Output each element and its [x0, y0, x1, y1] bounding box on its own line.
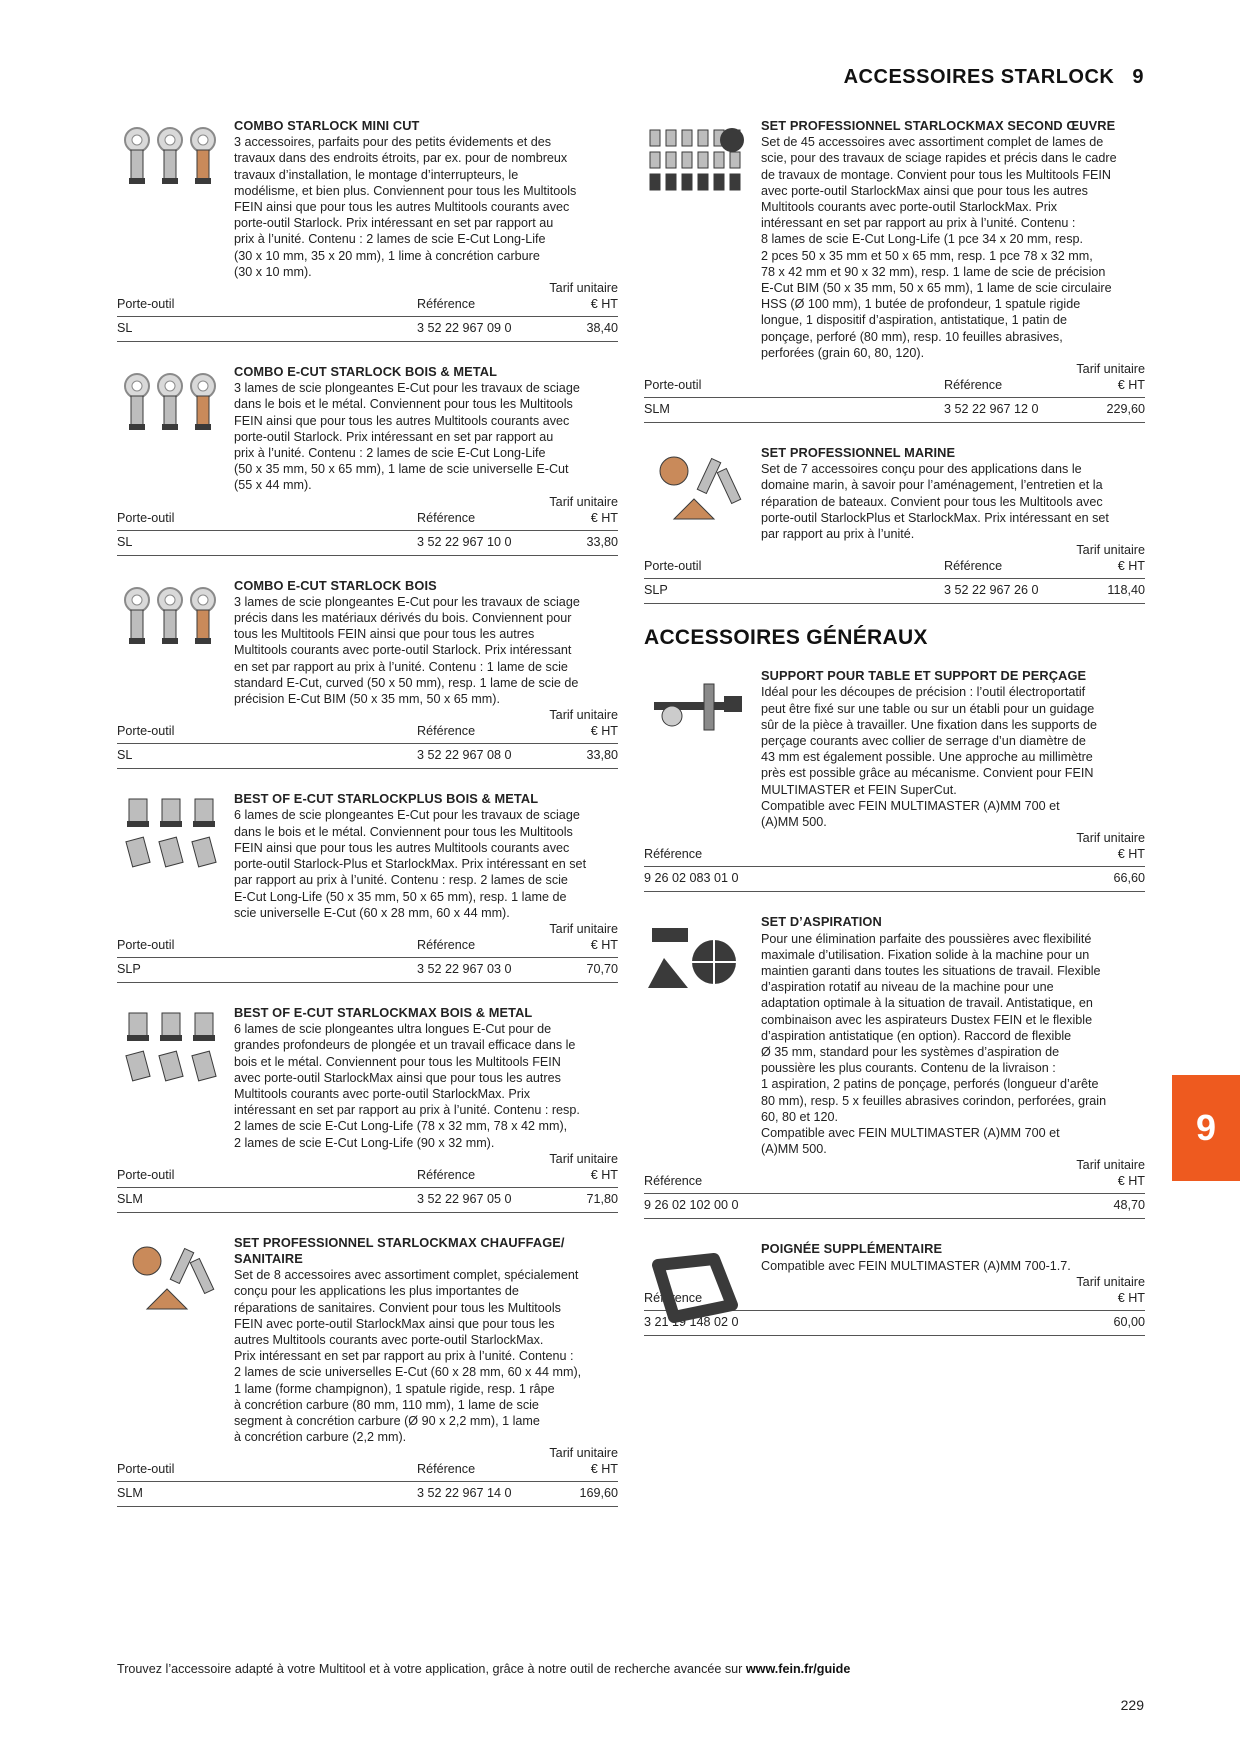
reference-value: 3 52 22 967 03 0 — [417, 961, 512, 976]
product-description: 6 lames de scie plongeantes ultra longues E-Cut pour de grandes profondeurs de plongée et un travail efficace dans le bois et le métal. Conviennent pour tous les Multitools FEIN avec porte-outil StarlockMax ainsi que pour tous les autres Multitools courants avec porte-outil StarlockMax. Prix intéressant en set par rapport au prix à l’unité. Contenu : resp. 2 lames de scie E-Cut Long-Life (78 x 32 mm, 78 x 42 mm), 2 lames de scie E-Cut Long-Life (90 x 32 mm). — [234, 1022, 580, 1150]
reference-header: Référence — [417, 297, 476, 312]
reference-header: Référence — [644, 1174, 703, 1189]
product-block — [117, 364, 618, 556]
table-header-row — [117, 1461, 618, 1482]
product-block — [117, 118, 618, 342]
reference-header: Référence — [417, 1167, 476, 1182]
reference-header: Référence — [944, 378, 1003, 393]
table-row — [117, 744, 618, 769]
product-block — [644, 118, 1145, 423]
product-description: Pour une élimination parfaite des poussières avec flexibilité maximale d’utilisation. Fixation solide à la machine pour un maintien garanti dans toutes les situations de travail. Flexible d’aspiration rotatif au niveau de la machine pour une adaptation optimale à la situation de travail. Antistatique, en combinaison avec les aspirateurs Dustex FEIN et le flexible d’aspiration antistatique (en option). Raccord de flexible Ø 35 mm, standard pour les systèmes d’aspiration de poussière les plus courants. Contenu de la livraison : 1 aspiration, 2 patins de ponçage, perforés (longueur d’arête 80 mm), resp. 5 x feuilles abrasives corindon, perforées, grain 60, 80 et 120. Compatible avec FEIN MULTIMASTER (A)MM 700 et (A)MM 500. — [761, 931, 1107, 1157]
price-table — [117, 1445, 618, 1507]
price-value: 229,60 — [1106, 402, 1145, 417]
product-image — [644, 122, 750, 200]
product-block — [117, 1235, 618, 1508]
reference-header: Référence — [417, 1462, 476, 1477]
footer-text: Trouvez l’accessoire adapté à votre Multitool et à votre application, grâce à notre outil de recherche avancée sur — [117, 1662, 746, 1676]
holder-header: Porte-outil — [644, 559, 702, 574]
price-value: 169,60 — [579, 1486, 618, 1501]
price-header: € HT — [1117, 378, 1145, 393]
holder-header: Porte-outil — [117, 297, 175, 312]
product-description: Idéal pour les découpes de précision : l’outil électroportatif peut être fixé sur une table ou sur un établi pour un guidage sûr de la pièce à travailler. Une fixation dans les supports de perçage courants avec collier de serrage d’un diamètre de 43 mm est également possible. Une approche au millimètre près est possible grâce au mécanisme. Convient pour FEIN MULTIMASTER et FEIN SuperCut. Compatible avec FEIN MULTIMASTER (A)MM 700 et (A)MM 500. — [761, 685, 1098, 830]
product-description: 3 accessoires, parfaits pour des petits évidements et des travaux dans des endroits étroits, par ex. pour de nombreux travaux d’installation, le montage d’interrupteurs, le modélisme, et bien plus. Conviennent pour tous les Multitools FEIN ainsi que pour tous les autres Multitools courants avec porte-outil Starlock. Prix intéressant en set par rapport au prix à l’unité. Contenu : 2 lames de scie E-Cut Long-Life (30 x 10 mm, 35 x 20 mm), 1 lime à concrétion carbure (30 x 10 mm). — [234, 135, 577, 279]
header-title: ACCESSOIRES STARLOCK — [843, 66, 1115, 88]
reference-value: 3 52 22 967 05 0 — [417, 1191, 512, 1206]
price-table — [117, 494, 618, 556]
holder-header: Porte-outil — [117, 937, 175, 952]
price-table — [644, 830, 1145, 892]
footer-note — [117, 1662, 850, 1676]
table-header-row — [644, 558, 1145, 579]
price-value: 71,80 — [586, 1191, 618, 1206]
reference-header: Référence — [944, 559, 1003, 574]
price-header: € HT — [590, 937, 618, 952]
price-header: € HT — [590, 1167, 618, 1182]
product-image — [644, 672, 750, 750]
product-image — [117, 122, 223, 200]
holder-value: SL — [117, 321, 133, 336]
product-image — [117, 582, 223, 660]
price-header: € HT — [590, 510, 618, 525]
price-table — [117, 921, 618, 983]
reference-value: 3 52 22 967 10 0 — [417, 534, 512, 549]
price-value: 38,40 — [586, 321, 618, 336]
product-image — [117, 1009, 223, 1087]
table-header-row — [644, 846, 1145, 867]
price-table — [117, 1151, 618, 1213]
product-block — [644, 445, 1145, 604]
product-image — [644, 1245, 750, 1323]
holder-value: SLM — [117, 1191, 143, 1206]
tarif-label: Tarif unitaire — [549, 1446, 618, 1461]
holder-header: Porte-outil — [117, 1167, 175, 1182]
reference-header: Référence — [644, 1290, 703, 1305]
table-row — [644, 398, 1145, 423]
reference-value: 3 52 22 967 14 0 — [417, 1486, 512, 1501]
product-block — [644, 668, 1145, 892]
price-header: € HT — [1117, 847, 1145, 862]
reference-header: Référence — [644, 847, 703, 862]
tarif-label: Tarif unitaire — [1076, 362, 1145, 377]
tarif-label: Tarif unitaire — [1076, 1158, 1145, 1173]
table-header-row — [117, 1167, 618, 1188]
right-column — [644, 118, 1145, 1358]
holder-value: SLP — [644, 583, 668, 598]
product-image — [117, 1239, 223, 1317]
product-title: SUPPORT POUR TABLE ET SUPPORT DE PERÇAGE — [761, 668, 1087, 684]
holder-value: SL — [117, 534, 133, 549]
product-description: 3 lames de scie plongeantes E-Cut pour les travaux de sciage précis dans les matériaux dérivés du bois. Conviennent pour tous les Multitools FEIN ainsi que pour tous les autres Multitools courants avec porte-outil Starlock. Prix intéressant en set par rapport au prix à l’unité. Contenu : 1 lame de scie standard E-Cut, curved (50 x 50 mm), resp. 1 lame de scie de précision E-Cut BIM (50 x 35 mm, 50 x 65 mm). — [234, 594, 580, 707]
table-row — [117, 317, 618, 342]
price-value: 66,60 — [1113, 871, 1145, 886]
tarif-label: Tarif unitaire — [549, 281, 618, 296]
product-image — [117, 795, 223, 873]
product-block — [117, 791, 618, 983]
left-column — [117, 118, 618, 1529]
product-title: SET PROFESSIONNEL STARLOCKMAX SECOND ŒUVRE — [761, 118, 1116, 133]
holder-header: Porte-outil — [117, 510, 175, 525]
footer-link[interactable]: www.fein.fr/guide — [745, 1662, 851, 1676]
product-title: BEST OF E-CUT STARLOCKMAX BOIS & METAL — [234, 1004, 533, 1020]
tarif-label: Tarif unitaire — [549, 708, 618, 723]
table-header-row — [117, 723, 618, 744]
reference-header: Référence — [417, 937, 476, 952]
product-title: COMBO E-CUT STARLOCK BOIS & METAL — [234, 364, 498, 380]
table-header-row — [117, 510, 618, 531]
reference-value: 9 26 02 083 01 0 — [644, 871, 739, 886]
holder-value: SLM — [117, 1486, 143, 1501]
price-header: € HT — [1117, 1174, 1145, 1189]
product-title: POIGNÉE SUPPLÉMENTAIRE — [761, 1241, 943, 1257]
product-title: COMBO E-CUT STARLOCK BOIS — [234, 577, 437, 593]
tarif-label: Tarif unitaire — [1076, 543, 1145, 558]
price-table — [644, 1157, 1145, 1219]
price-header: € HT — [1117, 559, 1145, 574]
tarif-label: Tarif unitaire — [549, 494, 618, 509]
reference-value: 3 21 19 148 02 0 — [644, 1314, 739, 1329]
price-header: € HT — [590, 1462, 618, 1477]
tarif-label: Tarif unitaire — [1076, 831, 1145, 846]
table-row — [117, 531, 618, 556]
table-row — [117, 958, 618, 983]
table-row — [644, 1194, 1145, 1219]
reference-value: 3 52 22 967 08 0 — [417, 748, 512, 763]
tarif-label: Tarif unitaire — [1076, 1274, 1145, 1289]
price-header: € HT — [1117, 1290, 1145, 1305]
product-description: Compatible avec FEIN MULTIMASTER (A)MM 700-1.7. — [761, 1258, 1071, 1273]
reference-value: 3 52 22 967 09 0 — [417, 321, 512, 336]
holder-value: SLP — [117, 961, 141, 976]
product-block — [644, 1241, 1145, 1335]
table-header-row — [644, 377, 1145, 398]
reference-value: 3 52 22 967 26 0 — [944, 583, 1039, 598]
table-header-row — [644, 1173, 1145, 1194]
product-image — [117, 368, 223, 446]
price-table — [117, 707, 618, 769]
header-chapter: 9 — [1132, 66, 1144, 88]
price-value: 33,80 — [586, 748, 618, 763]
product-title: SET PROFESSIONNEL STARLOCKMAX CHAUFFAGE/ SANITAIRE — [234, 1234, 565, 1266]
reference-value: 3 52 22 967 12 0 — [944, 402, 1039, 417]
holder-value: SLM — [644, 402, 670, 417]
table-header-row — [117, 937, 618, 958]
product-title: SET D’ASPIRATION — [761, 914, 882, 930]
table-row — [117, 1188, 618, 1213]
chapter-tab: 9 — [1172, 1075, 1240, 1181]
table-row — [644, 579, 1145, 604]
product-image — [644, 918, 750, 996]
product-description: Set de 45 accessoires avec assortiment complet de lames de scie, pour des travaux de sciage rapides et précis dans le cadre de travaux de montage. Convient pour tous les Multitools FEIN avec porte-outil StarlockMax ainsi que pour tous les autres Multitools courants avec porte-outil StarlockMax. Prix intéressant en set par rapport au prix à l’unité. Contenu : 8 lames de scie E-Cut Long-Life (1 pce 34 x 20 mm, resp. 2 pces 50 x 35 mm et 50 x 65 mm, resp. 1 pce 78 x 32 mm, 78 x 42 mm et 90 x 32 mm), resp. 1 lame de scie de précision E-Cut BIM (50 x 35 mm, 50 x 65 mm), 1 lame de scie circulaire HSS (Ø 100 mm), 1 butée de profondeur, 1 spatule rigide longue, 1 dispositif d’aspiration, antistatique, 1 patin de ponçage, perforé (80 mm), resp. 10 feuilles abrasives, perforées (grain 60, 80, 120). — [761, 135, 1117, 360]
price-table — [644, 361, 1145, 423]
tarif-label: Tarif unitaire — [549, 1151, 618, 1166]
page-number: 229 — [1120, 1697, 1144, 1713]
price-value: 70,70 — [586, 961, 618, 976]
product-block — [117, 578, 618, 770]
product-block — [117, 1005, 618, 1213]
product-description: 6 lames de scie plongeantes E-Cut pour les travaux de sciage dans le bois et le métal. Conviennent pour tous les Multitools FEIN ainsi que pour tous les autres Multitools courants avec porte-outil Starlock-Plus et StarlockMax. Prix intéressant en set par rapport au prix à l’unité. Contenu : resp. 2 lames de scie E-Cut Long-Life (50 x 35 mm, 50 x 65 mm), resp. 1 lame de scie universelle E-Cut (60 x 28 mm, 60 x 44 mm). — [234, 808, 587, 920]
section-title: ACCESSOIRES GÉNÉRAUX — [644, 626, 928, 650]
page-header — [844, 66, 1144, 89]
holder-header: Porte-outil — [644, 378, 702, 393]
holder-header: Porte-outil — [117, 1462, 175, 1477]
product-description: Set de 7 accessoires conçu pour des applications dans le domaine marin, à savoir pour l’aménagement, l’entretien et la réparation de bateaux. Convient pour tous les Multitools avec porte-outil StarlockPlus et StarlockMax. Prix intéressant en set par rapport au prix à l’unité. — [761, 462, 1109, 542]
product-image — [644, 449, 750, 527]
holder-value: SL — [117, 748, 133, 763]
price-value: 48,70 — [1113, 1198, 1145, 1213]
tarif-label: Tarif unitaire — [549, 921, 618, 936]
reference-header: Référence — [417, 510, 476, 525]
price-table — [644, 542, 1145, 604]
reference-value: 9 26 02 102 00 0 — [644, 1198, 739, 1213]
product-title: SET PROFESSIONNEL MARINE — [761, 445, 956, 461]
product-description: 3 lames de scie plongeantes E-Cut pour les travaux de sciage dans le bois et le métal. Conviennent pour tous les Multitools FEIN ainsi que pour tous les autres Multitools courants avec porte-outil Starlock. Prix intéressant en set par rapport au prix à l’unité. Contenu : 2 lames de scie E-Cut Long-Life (50 x 35 mm, 50 x 65 mm), 1 lame de scie universelle E-Cut (55 x 44 mm). — [234, 381, 580, 493]
table-header-row — [117, 296, 618, 317]
price-value: 118,40 — [1107, 583, 1145, 598]
price-header: € HT — [590, 297, 618, 312]
reference-header: Référence — [417, 724, 476, 739]
product-description: Set de 8 accessoires avec assortiment complet, spécialement conçu pour les applications les plus importantes de réparations de sanitaires. Convient pour tous les Multitools FEIN avec porte-outil StarlockMax ainsi que pour tous les autres Multitools courants avec porte-outil StarlockMax. Prix intéressant en set par rapport au prix à l’unité. Contenu : 2 lames de scie universelles E-Cut (60 x 28 mm, 60 x 44 mm), 1 lame (forme champignon), 1 spatule rigide, resp. 1 râpe à concrétion carbure (80 mm, 110 mm), 1 lame de scie segment à concrétion carbure (Ø 90 x 2,2 mm), 1 lame à concrétion carbure (2,2 mm). — [234, 1268, 582, 1445]
table-row — [117, 1482, 618, 1507]
price-value: 33,80 — [586, 534, 618, 549]
price-value: 60,00 — [1113, 1314, 1145, 1329]
product-block — [644, 914, 1145, 1219]
table-row — [644, 867, 1145, 892]
holder-header: Porte-outil — [117, 724, 175, 739]
product-title: COMBO STARLOCK MINI CUT — [234, 118, 420, 133]
price-header: € HT — [590, 724, 618, 739]
price-table — [117, 280, 618, 342]
product-title: BEST OF E-CUT STARLOCKPLUS BOIS & METAL — [234, 791, 539, 807]
